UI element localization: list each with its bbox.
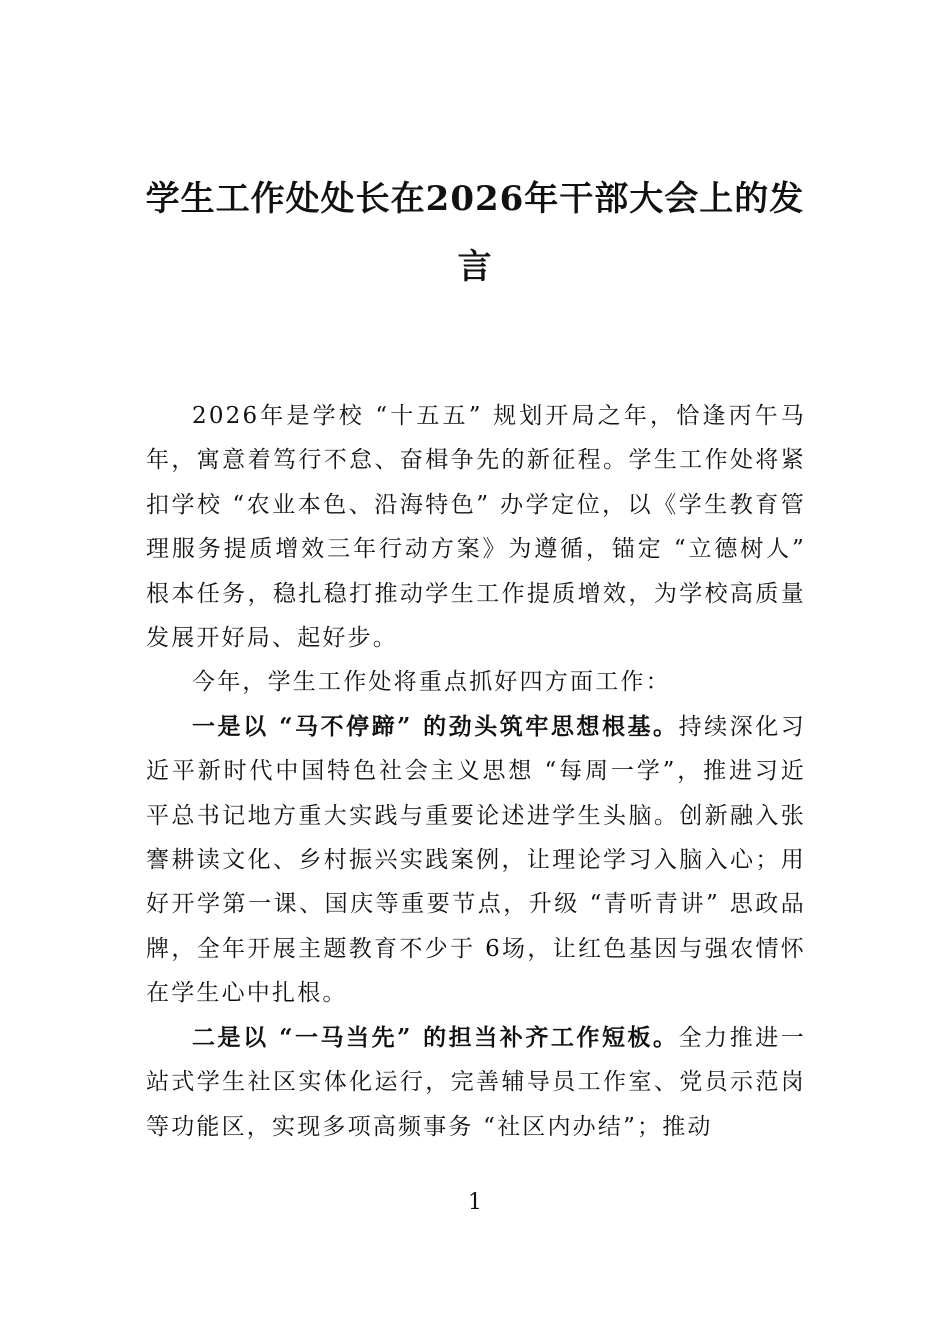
paragraph-text: 持续深化习近平新时代中国特色社会主义思想 “每周一学”，推进习近平总书记地方重大实践与重要论述进学生头脑。创新融入张謇耕读文化、乡村振兴实践案例，让理论学习入脑入心；用好开学第一课、国庆等重要节点，升级 “青听青讲” 思政品牌，全年开展主题教育不少于 6场，让红色基因与强农情怀在学生心中扎根。 — [146, 713, 806, 1007]
paragraph-lead: 二是以 “一马当先” 的担当补齐工作短板。 — [192, 1023, 679, 1051]
paragraph-point-one — [146, 705, 806, 1016]
paragraph-intro — [146, 394, 806, 660]
paragraph-text: 2026年是学校 “十五五” 规划开局之年，恰逢丙午马年，寓意着笃行不怠、奋楫争先的新征程。学生工作处将紧扣学校 “农业本色、沿海特色” 办学定位，以《学生教育管理服务提质增效三年行动方案》为遵循，锚定 “立德树人” 根本任务，稳扎稳打推动学生工作提质增效，为学校高质量发展开好局、起好步。 — [146, 403, 806, 652]
document-body — [146, 394, 806, 1149]
paragraph-lead: 一是以 “马不停蹄” 的劲头筑牢思想根基。 — [192, 712, 679, 740]
paragraph-text: 今年，学生工作处将重点抓好四方面工作： — [192, 669, 671, 696]
paragraph-text: 全力推进一站式学生社区实体化运行，完善辅导员工作室、党员示范岗等功能区，实现多项高频事务 “社区内办结”；推动 — [146, 1024, 806, 1140]
page-number: 1 — [468, 1190, 482, 1215]
document-title: 学生工作处处长在2026年干部大会上的发言 — [145, 179, 805, 287]
paragraph-overview — [146, 660, 806, 704]
paragraph-point-two — [146, 1016, 806, 1149]
